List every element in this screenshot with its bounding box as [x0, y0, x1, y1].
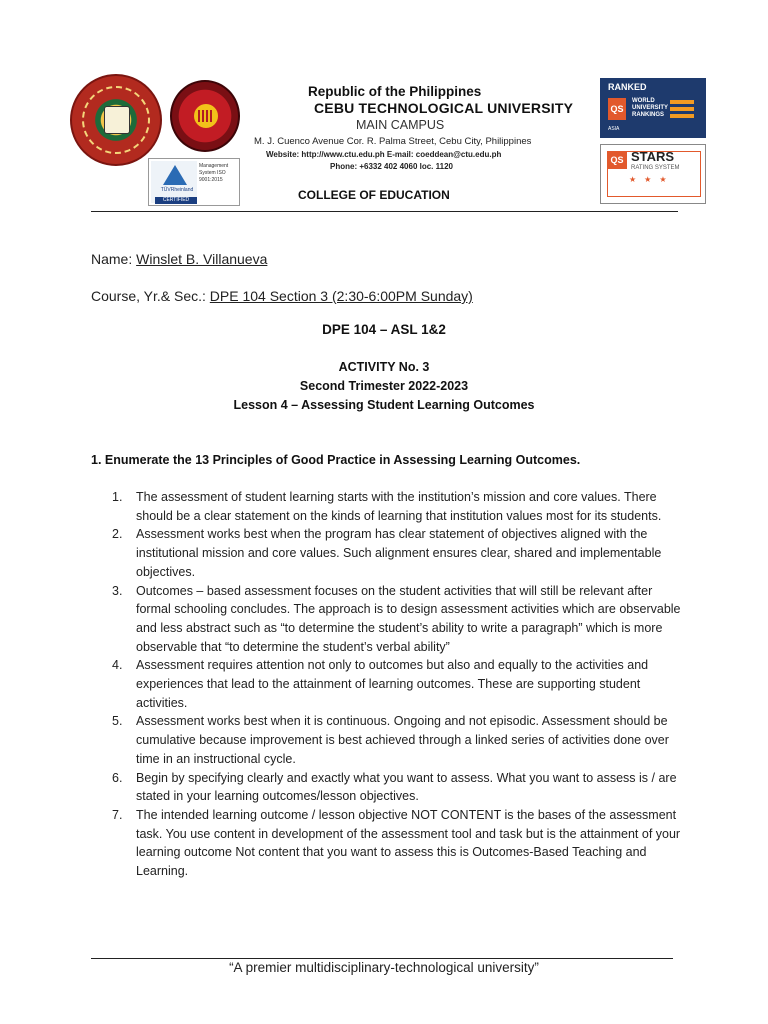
list-item: 2. Assessment works best when the program has clear statement of objectives aligned with the institutional mission and core values. Such alignment ensures clear, shared and implementable objectives.: [112, 527, 662, 579]
list-item: 4. Assessment requires attention not only to outcomes but also and equally to the activities and experiences that lead to the attainment of learning outcomes. These are supporting student activities.: [112, 658, 649, 710]
qs-bars-icon: [670, 100, 694, 121]
stars-sub-label: RATING SYSTEM: [631, 165, 680, 171]
ranked-label: RANKED: [608, 82, 647, 92]
tuv-cert-label: CERTIFIED: [155, 197, 197, 204]
list-item: 1. The assessment of student learning starts with the institution’s mission and core values. There should be a clear statement on the kinds of learning that institution values most for its students.: [112, 490, 662, 523]
stars-label: STARS: [631, 149, 675, 164]
college-name: COLLEGE OF EDUCATION: [298, 188, 450, 202]
name-value: Winslet B. Villanueva: [136, 251, 268, 267]
footer-divider: [91, 958, 673, 959]
asia-label: ASIA: [608, 126, 620, 132]
course-label: Course, Yr.& Sec.:: [91, 288, 206, 304]
qs-stars-logo: QS: [607, 151, 627, 169]
footer-tagline: “A premier multidisciplinary-technological university”: [229, 960, 539, 975]
letterhead: [60, 66, 710, 211]
header-divider: [91, 211, 678, 212]
qs-stars-badge: [600, 144, 706, 204]
university-address: M. J. Cuenco Avenue Cor. R. Palma Street, Cebu City, Philippines: [254, 136, 532, 147]
principles-list: [108, 488, 688, 881]
list-item: 7. The intended learning outcome / lesson objective NOT CONTENT is the bases of the assessment task. You use content in development of the assessment tool and task but is the attainment of your learning outcome Not content that you want to assess this is Outcomes-Based Teaching and Learning.: [112, 807, 681, 879]
list-item: 3. Outcomes – based assessment focuses on the student activities that will still be relevant after formal schooling concludes. The approach is to design assessment activities which are observable and less abstract such as “to determine the student’s ability to write a paragraph” which is more observable that “to determine the student’s verbal ability”: [112, 583, 681, 654]
qs-ranked-badge: [600, 78, 706, 138]
activity-term: Second Trimester 2022-2023: [299, 379, 469, 393]
university-name: CEBU TECHNOLOGICAL UNIVERSITY: [314, 100, 574, 116]
course-row: [91, 288, 473, 304]
list-item: 5. Assessment works best when it is continuous. Ongoing and not episodic. Assessment should be cumulative because improvement is best achieved through a linked series of activities done over time in an instructional cycle.: [112, 714, 669, 766]
qs-logo: QS: [608, 98, 626, 120]
question-heading: 1. Enumerate the 13 Principles of Good Practice in Assessing Learning Outcomes.: [91, 453, 581, 467]
name-label: Name:: [91, 251, 133, 267]
ctu-seal-logo: [70, 74, 162, 166]
qs-words: WORLD UNIVERSITY RANKINGS: [632, 98, 668, 118]
campus-name: MAIN CAMPUS: [356, 118, 445, 132]
activity-number: ACTIVITY No. 3: [338, 360, 430, 374]
asean-logo: [170, 80, 240, 152]
stars-icon: ★★★: [629, 175, 675, 184]
student-name-row: [91, 251, 267, 267]
course-value: DPE 104 Section 3 (2:30-6:00PM Sunday): [209, 288, 473, 304]
tuv-certification-badge: [148, 158, 240, 206]
tuv-label: TÜVRheinland: [160, 187, 194, 193]
website-email-line: Website: http://www.ctu.edu.ph E-mail: coeddean@ctu.edu.ph: [266, 150, 502, 159]
activity-lesson: Lesson 4 – Assessing Student Learning Outcomes: [233, 398, 535, 412]
list-item: 6. Begin by specifying clearly and exactly what you want to assess. What you want to assess is / are stated in your learning outcomes/lesson objectives.: [112, 770, 677, 804]
phone-line: Phone: +6332 402 4060 loc. 1120: [330, 162, 453, 171]
republic-line: Republic of the Philippines: [308, 84, 482, 99]
tuv-side-text: Management System ISO 9001:2015: [199, 163, 229, 183]
course-title: DPE 104 – ASL 1&2: [322, 322, 446, 337]
